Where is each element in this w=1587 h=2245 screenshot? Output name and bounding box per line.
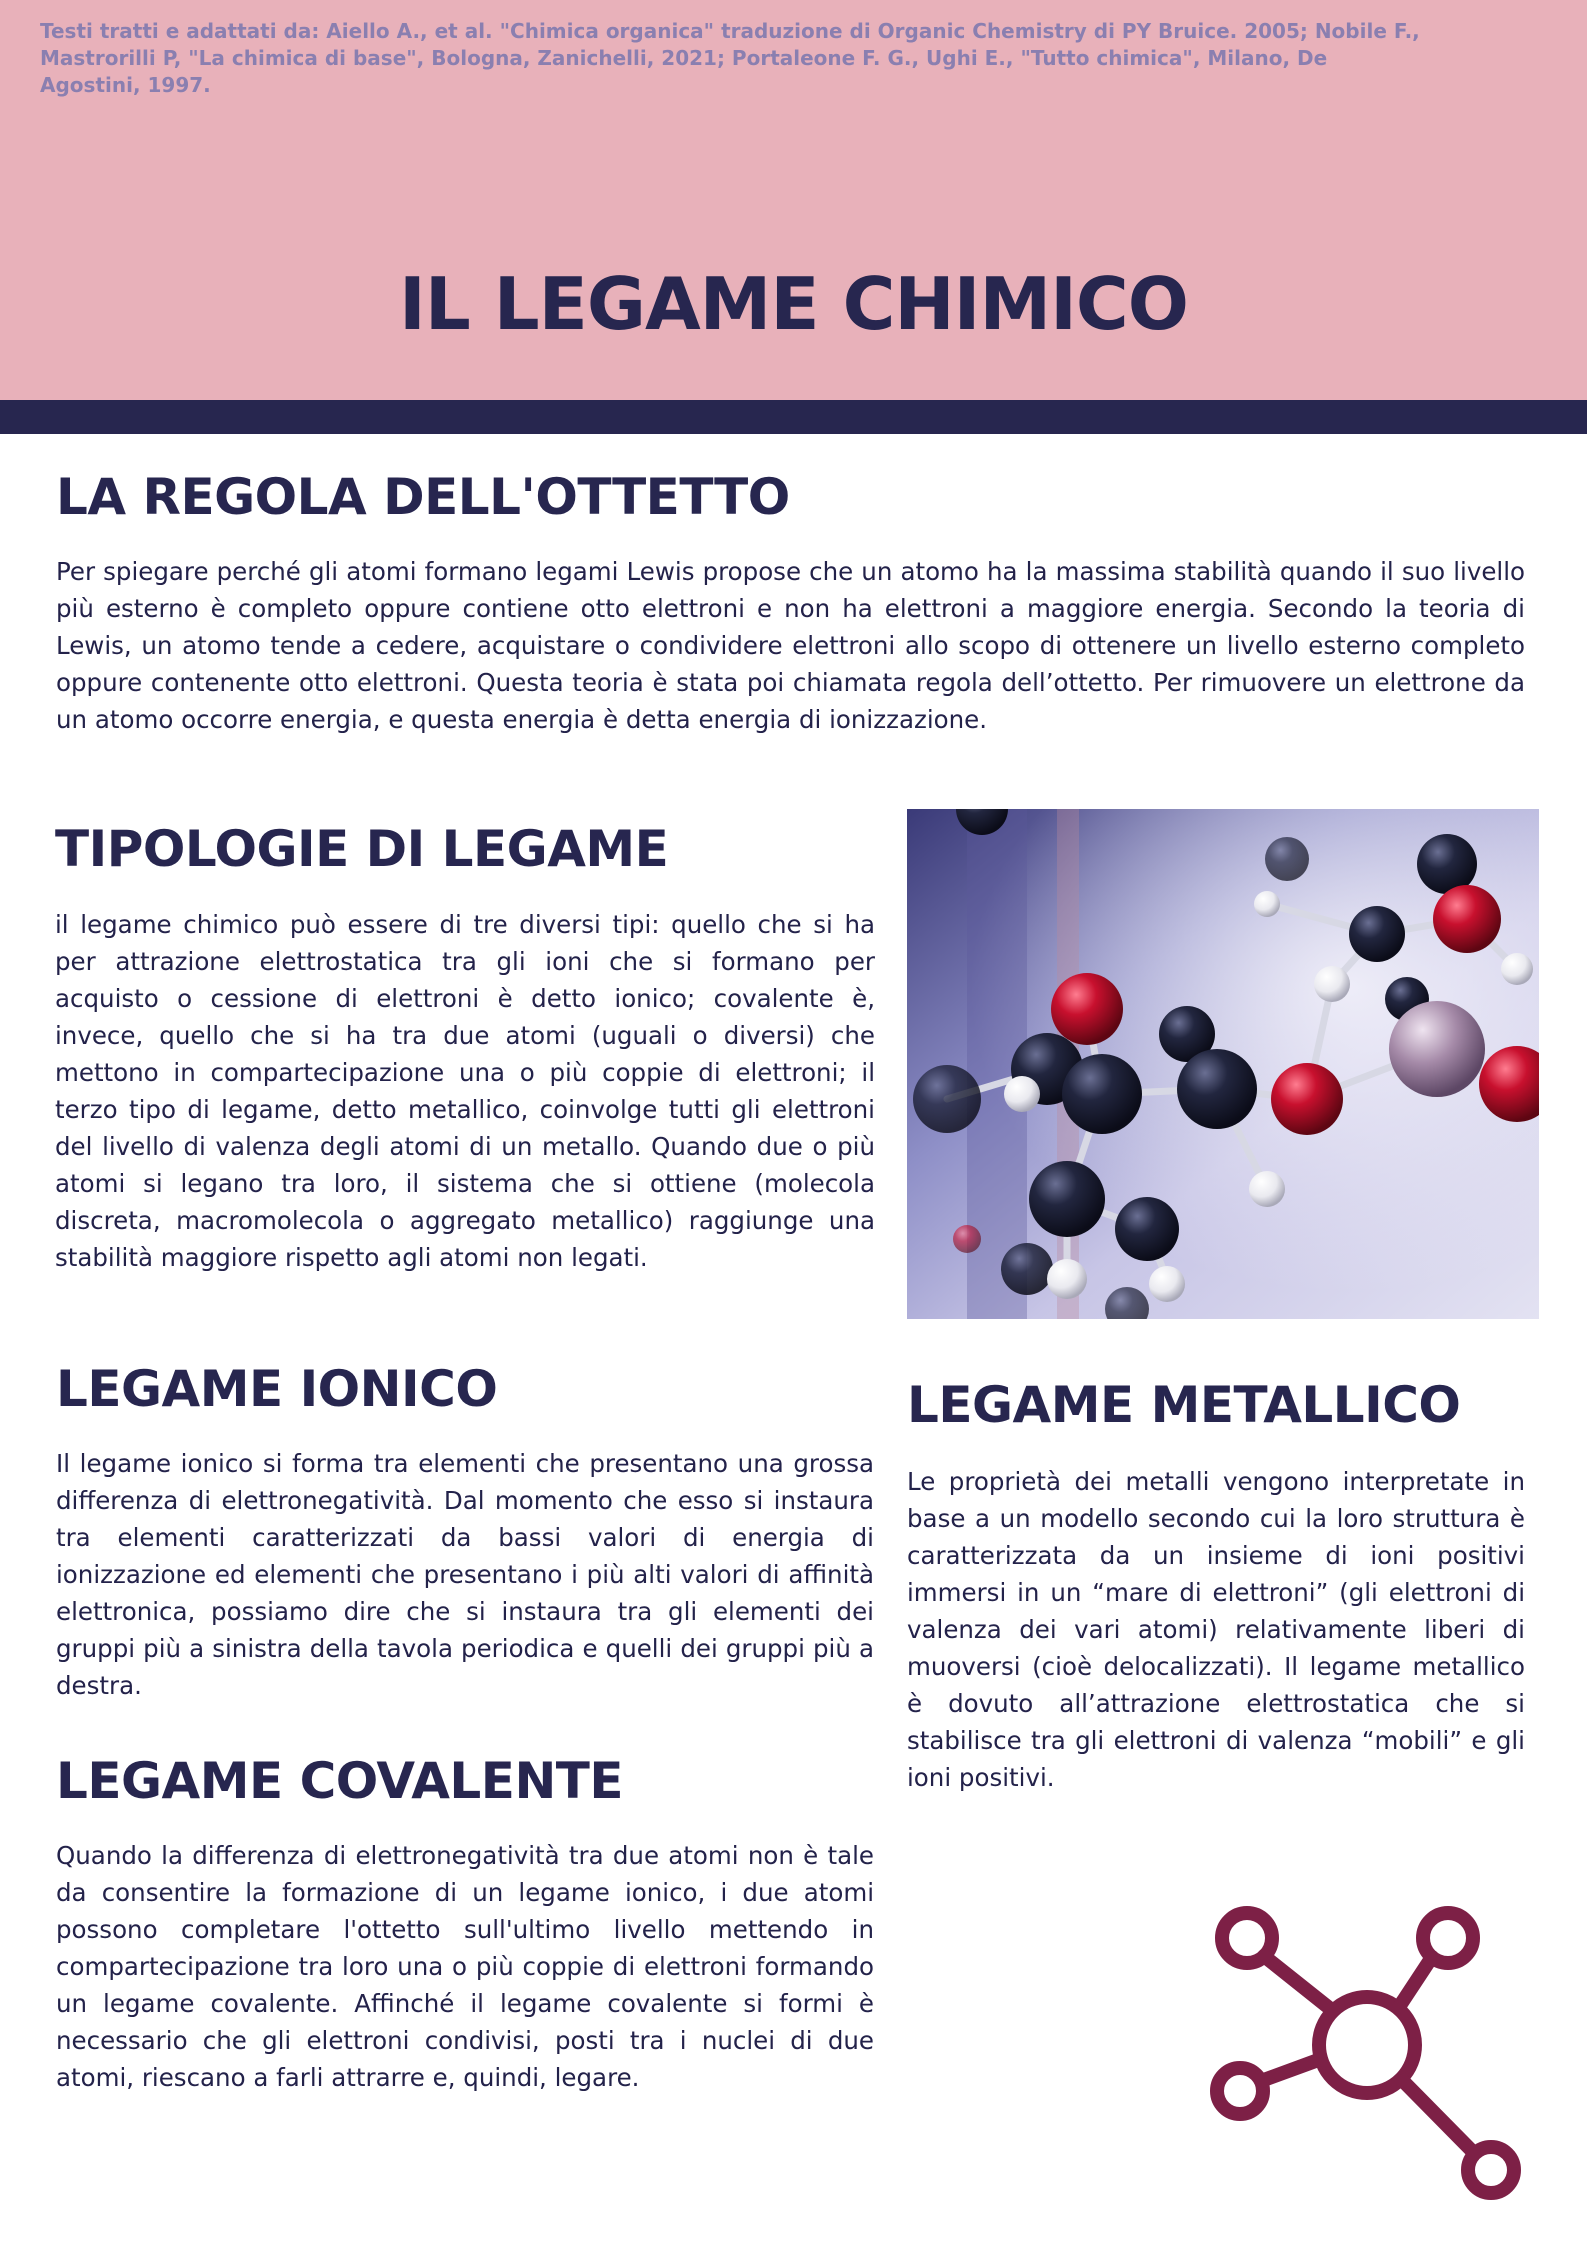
heading-ionico: LEGAME IONICO — [56, 1360, 498, 1418]
molecule-icon — [1205, 1895, 1535, 2215]
page-title: IL LEGAME CHIMICO — [399, 262, 1188, 346]
text-metallico: Le proprietà dei metalli vengono interpretate in base a un modello secondo cui la loro struttura è caratterizzata da un insieme di ioni positivi immersi in un “mare di elettroni” (gli elettroni di valenza dei vari atomi) relativamente liberi di muoversi (cioè delocalizzati). Il legame metallico è dovuto all’attrazione elettrostatica che si stabilisce tra gli elettroni di valenza “mobili” e gli ioni positivi. — [907, 1467, 1525, 1792]
heading-ottetto: LA REGOLA DELL'OTTETTO — [56, 468, 790, 526]
text-ottetto: Per spiegare perché gli atomi formano legami Lewis propose che un atomo ha la massima stabilità quando il suo livello più esterno è completo oppure contiene otto elettroni e non ha elettroni a maggiore energia. Secondo la teoria di Lewis, un atomo tende a cedere, acquistare o condividere elettroni allo scopo di ottenere un livello esterno completo oppure contenente otto elettroni. Questa teoria è stata poi chiamata regola dell’ottetto. Per rimuovere un elettrone da un atomo occorre energia, e questa energia è detta energia di ionizzazione. — [56, 557, 1525, 734]
text-ionico: Il legame ionico si forma tra elementi che presentano una grossa differenza di elettronegatività. Dal momento che esso si instaura tra elementi caratterizzati da bassi valori di energia di ionizzazione ed elementi che presentano i più alti valori di affinità elettronica, possiamo dire che si instaura tra gli elementi dei gruppi più a sinistra della tavola periodica e quelli dei gruppi più a destra. — [56, 1449, 874, 1700]
text-tipologie: il legame chimico può essere di tre diversi tipi: quello che si ha per attrazione elettrostatica tra gli ioni che si formano per acquisto o cessione di elettroni è detto ionico; covalente è, invece, quello che si ha tra due atomi (uguali o diversi) che mettono in compartecipazione una o più coppie di elettroni; il terzo tipo di legame, detto metallico, coinvolge tutti gli elettroni del livello di valenza degli atomi di un metallo. Quando due o più atomi si legano tra loro, il sistema che si ottiene (molecola discreta, macromolecola o aggregato metallico) raggiunge una stabilità maggiore rispetto agli atomi non legati. — [55, 910, 875, 1272]
heading-metallico: LEGAME METALLICO — [907, 1376, 1461, 1434]
credits-text: Testi tratti e adattati da: Aiello A., et al. "Chimica organica" traduzione di Organic Chemistry di PY Bruice. 2005; Nobile F., Mastrorilli P, "La chimica di base", Bologna, Zanichelli, 2021; Portaleone F. G., Ughi E., "Tutto chimica", Milano, De Agostini, 1997. — [40, 19, 1420, 97]
text-covalente: Quando la differenza di elettronegatività tra due atomi non è tale da consentire la formazione di un legame ionico, i due atomi possono completare l'ottetto sull'ultimo livello mettendo in compartecipazione tra loro una o più coppie di elettroni formando un legame covalente. Affinché il legame covalente si formi è necessario che gli elettroni condivisi, posti tra i nuclei di due atomi, riescano a farli attrarre e, quindi, legare. — [56, 1841, 874, 2092]
heading-covalente: LEGAME COVALENTE — [56, 1752, 624, 1810]
molecular-model-photo — [907, 809, 1539, 1319]
header-band — [0, 400, 1587, 434]
heading-tipologie: TIPOLOGIE DI LEGAME — [55, 820, 669, 878]
